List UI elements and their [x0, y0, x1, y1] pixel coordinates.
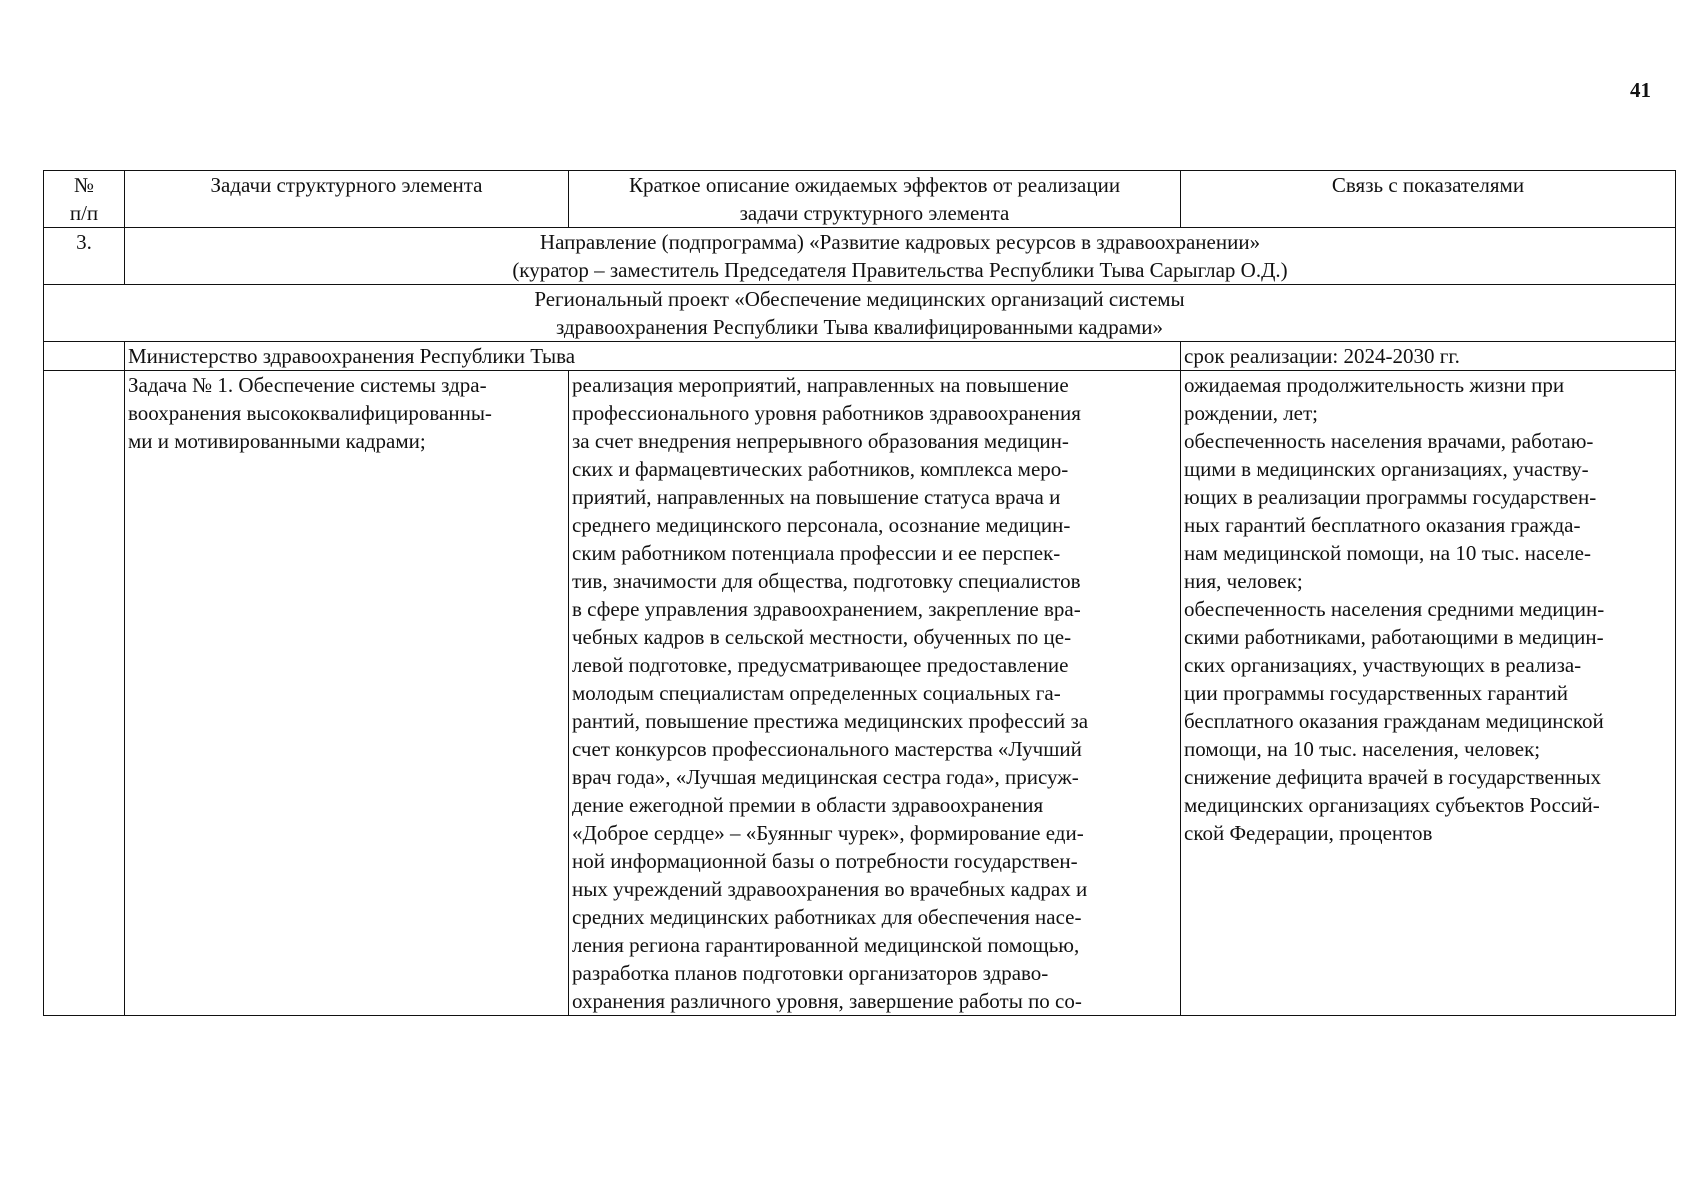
direction-title: Направление (подпрограмма) «Развитие кадровых ресурсов в здравоохранении» (куратор – заместитель Председателя Правительства Республики Тыва Сарыглар О.Д.) [125, 228, 1676, 285]
header-number: № п/п [44, 171, 125, 228]
task-row [44, 371, 1676, 1016]
page-number: 41 [1630, 78, 1651, 102]
header-indicators: Связь с показателями [1181, 171, 1676, 228]
project-title: Региональный проект «Обеспечение медицинских организаций системы здравоохранения Республики Тыва квалифицированными кадрами» [44, 285, 1676, 342]
task-empty-cell [44, 371, 125, 1016]
implementation-period: срок реализации: 2024-2030 гг. [1181, 342, 1676, 371]
task-indicators: ожидаемая продолжительность жизни при рождении, лет; обеспеченность населения врачами, работаю- щими в медицинских организациях, участву- ющих в реализации программы государствен- ных гарантий бесплатного оказания гражда- нам медицинской помощи, на 10 тыс. населе- ния, человек; обеспеченность населения средними медицин- скими работниками, работающими в медицин- ских организациях, участвующих в реализа- ции программы государственных гарантий бесплатного оказания гражданам медицинской помощи, на 10 тыс. населения, человек; снижение дефицита врачей в государственных медицинских организациях субъектов Россий- ской Федерации, процентов [1181, 371, 1676, 1016]
task-description: реализация мероприятий, направленных на повышение профессионального уровня работников здравоохранения за счет внедрения непрерывного образования медицин- ских и фармацевтических работников, комплекса меро- приятий, направленных на повышение статуса врача и среднего медицинского персонала, осознание медицин- ским работником потенциала профессии и ее перспек- тив, значимости для общества, подготовку специалистов в сфере управления здравоохранением, закрепление вра- чебных кадров в сельской местности, обученных по це- левой подготовке, предусматривающее предоставление молодым специалистам определенных социальных га- рантий, повышение престижа медицинских профессий за счет конкурсов профессионального мастерства «Лучший врач года», «Лучшая медицинская сестра года», присуж- дение ежегодной премии в области здравоохранения «Доброе сердце» – «Буянныг чурек», формирование еди- ной информационной базы о потребности государствен- ных учреждений здравоохранения во врачебных кадрах и средних медицинских работниках для обеспечения насе- ления региона гарантированной медицинской помощью, разработка планов подготовки организаторов здраво- охранения различного уровня, завершение работы по со- [569, 371, 1181, 1016]
direction-row [44, 228, 1676, 285]
direction-number: 3. [44, 228, 125, 285]
responsible-row [44, 342, 1676, 371]
project-row [44, 285, 1676, 342]
table-header-row [44, 171, 1676, 228]
header-tasks: Задачи структурного элемента [125, 171, 569, 228]
task-text: Задача № 1. Обеспечение системы здра- воохранения высококвалифицированны- ми и мотивированными кадрами; [125, 371, 569, 1016]
header-description: Краткое описание ожидаемых эффектов от реализации задачи структурного элемента [569, 171, 1181, 228]
responsible-empty-cell [44, 342, 125, 371]
structural-elements-table [43, 170, 1676, 1016]
responsible-ministry: Министерство здравоохранения Республики Тыва [125, 342, 1181, 371]
